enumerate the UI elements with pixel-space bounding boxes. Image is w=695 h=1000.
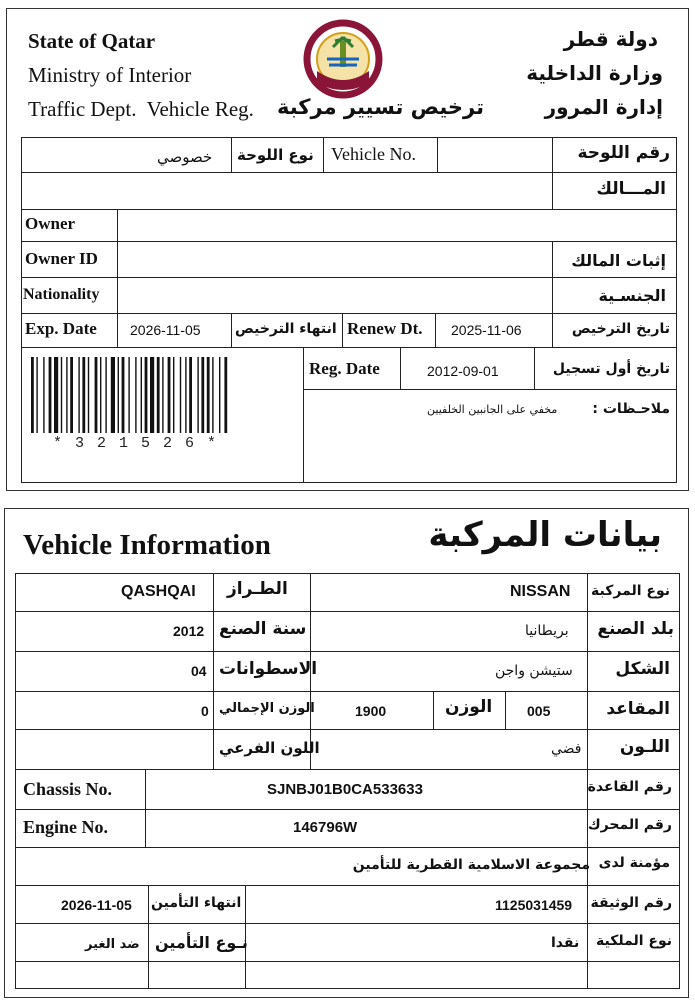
make-value: NISSAN xyxy=(510,583,571,600)
owner-id-label: Owner ID xyxy=(25,249,98,268)
seats-value: 005 xyxy=(527,703,551,719)
plate-type-label: نوع اللوحة xyxy=(237,146,314,164)
model-value: QASHQAI xyxy=(121,583,196,600)
sub-color-label: اللون الفرعي xyxy=(219,739,320,757)
model-label: الطـراز xyxy=(227,579,288,599)
policy-label: رقم الوثيقة xyxy=(590,895,672,911)
dept-ar: إدارة المرور xyxy=(544,95,663,119)
chassis-value: SJNBJ01B0CA533633 xyxy=(267,781,423,798)
renew-value: 2025-11-06 xyxy=(451,322,522,338)
chassis-label-en: Chassis No. xyxy=(23,779,113,799)
seats-label: المقاعد xyxy=(606,699,670,719)
exp-date-value: 2026-11-05 xyxy=(130,322,201,338)
vehicle-info-card xyxy=(4,508,689,998)
vehicle-info-title-ar: بيانات المركبة xyxy=(428,515,662,555)
engine-label-en: Engine No. xyxy=(23,817,109,837)
gross-weight-label: الوزن الإجمالي xyxy=(219,701,315,716)
registration-card xyxy=(6,8,689,491)
plate-no-label: رقم اللوحة xyxy=(577,143,670,163)
owner-id-ar-label: إثبات المالك xyxy=(571,251,666,270)
state-ar: دولة قطر xyxy=(563,27,658,51)
exp-date-ar-label: انتهاء الترخيص xyxy=(235,321,337,337)
color-value: فضي xyxy=(551,741,582,757)
cylinders-value: 04 xyxy=(191,663,207,679)
country-label: بلد الصنع xyxy=(597,619,674,639)
ownership-label: نوع الملكية xyxy=(596,933,672,949)
cylinders-label: الاسطوانات xyxy=(219,659,318,679)
notes-label: ملاحـظات : xyxy=(592,401,670,417)
weight-label: الوزن xyxy=(445,697,493,717)
year-value: 2012 xyxy=(173,623,205,639)
reg-date-label: Reg. Date xyxy=(309,359,380,378)
vehicle-no-label: Vehicle No. xyxy=(331,144,416,164)
renew-label: Renew Dt. xyxy=(347,319,423,338)
renew-ar-label: تاريخ الترخيص xyxy=(571,321,670,337)
insured-label: مؤمنة لدى xyxy=(598,855,670,871)
shape-label: الشكل xyxy=(615,659,670,679)
country-value: بريطانيا xyxy=(525,623,569,639)
notes-value: مخفي على الجانبين الخلفيين xyxy=(427,403,558,416)
shape-value: ستيشن واجن xyxy=(495,663,573,679)
state-en: State of Qatar xyxy=(28,29,156,53)
engine-label-ar: رقم المحرك xyxy=(587,817,672,833)
owner-en-label: Owner xyxy=(25,214,76,233)
reg-date-ar-label: تاريخ أول تسجيل xyxy=(552,361,670,377)
ins-type-value: ضد الغير xyxy=(85,937,140,952)
ins-exp-label: انتهاء التأمين xyxy=(151,895,242,911)
barcode-icon xyxy=(31,357,295,433)
insured-value: مجموعة الاسلامية القطرية للتأمين xyxy=(352,857,590,873)
barcode-text: * 3 2 1 5 2 6 * xyxy=(53,435,217,452)
make-label: نوع المركبة xyxy=(591,583,670,599)
ministry-en: Ministry of Interior xyxy=(28,63,192,87)
gross-weight-value: 0 xyxy=(201,703,209,719)
reg-date-value: 2012-09-01 xyxy=(427,363,499,379)
color-label: اللـون xyxy=(619,737,670,757)
dept-en: Traffic Dept. Vehicle Reg. xyxy=(28,97,254,121)
exp-date-label: Exp. Date xyxy=(25,319,97,338)
engine-value: 146796W xyxy=(293,819,358,836)
chassis-label-ar: رقم القاعدة xyxy=(587,779,672,795)
nationality-label: Nationality xyxy=(23,286,100,303)
vehicle-info-title-en: Vehicle Information xyxy=(23,529,271,561)
ins-exp-value: 2026-11-05 xyxy=(61,897,132,913)
title-ar: ترخيص تسيير مركبة xyxy=(277,95,484,119)
policy-value: 1125031459 xyxy=(495,897,573,913)
year-label: سنة الصنع xyxy=(219,619,307,639)
ownership-value: نقدا xyxy=(551,935,580,951)
plate-type-value: خصوصي xyxy=(157,148,213,166)
nationality-ar-label: الجنسـية xyxy=(598,286,666,305)
weight-value: 1900 xyxy=(355,703,387,719)
qatar-emblem-icon xyxy=(303,19,383,99)
owner-ar-label: المـــالك xyxy=(596,179,666,199)
ins-type-label: نـوع التأمين xyxy=(155,933,248,952)
ministry-ar: وزارة الداخلية xyxy=(526,61,663,85)
